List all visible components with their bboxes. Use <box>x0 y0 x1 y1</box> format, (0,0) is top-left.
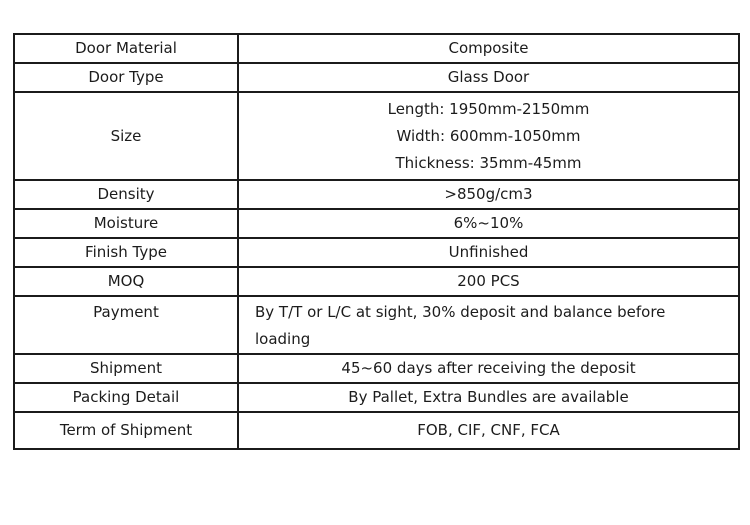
density-label: Density <box>14 180 238 209</box>
row-moisture <box>14 209 739 238</box>
payment-label: Payment <box>14 296 238 354</box>
row-finish-type <box>14 238 739 267</box>
moq-value: 200 PCS <box>238 267 739 296</box>
row-door-material <box>14 34 739 63</box>
door-material-value: Composite <box>238 34 739 63</box>
size-value <box>238 92 739 180</box>
row-term-of-shipment <box>14 412 739 449</box>
moisture-value: 6%~10% <box>238 209 739 238</box>
term-of-shipment-value: FOB, CIF, CNF, FCA <box>238 412 739 449</box>
size-thickness-line: Thickness: 35mm-45mm <box>395 153 582 172</box>
size-length-line: Length: 1950mm-2150mm <box>387 99 590 118</box>
moisture-label: Moisture <box>14 209 238 238</box>
shipment-label: Shipment <box>14 354 238 383</box>
payment-value: By T/T or L/C at sight, 30% deposit and balance before loading <box>238 296 739 354</box>
row-density <box>14 180 739 209</box>
packing-detail-label: Packing Detail <box>14 383 238 412</box>
shipment-value: 45~60 days after receiving the deposit <box>238 354 739 383</box>
door-type-label: Door Type <box>14 63 238 92</box>
door-material-label: Door Material <box>14 34 238 63</box>
density-value: >850g/cm3 <box>238 180 739 209</box>
size-width-line: Width: 600mm-1050mm <box>396 126 581 145</box>
moq-label: MOQ <box>14 267 238 296</box>
row-shipment <box>14 354 739 383</box>
row-door-type <box>14 63 739 92</box>
product-spec-table <box>13 33 740 450</box>
row-moq <box>14 267 739 296</box>
row-size <box>14 92 739 180</box>
size-label: Size <box>14 92 238 180</box>
term-of-shipment-label: Term of Shipment <box>14 412 238 449</box>
row-payment <box>14 296 739 354</box>
finish-type-label: Finish Type <box>14 238 238 267</box>
row-packing-detail <box>14 383 739 412</box>
door-type-value: Glass Door <box>238 63 739 92</box>
finish-type-value: Unfinished <box>238 238 739 267</box>
packing-detail-value: By Pallet, Extra Bundles are available <box>238 383 739 412</box>
